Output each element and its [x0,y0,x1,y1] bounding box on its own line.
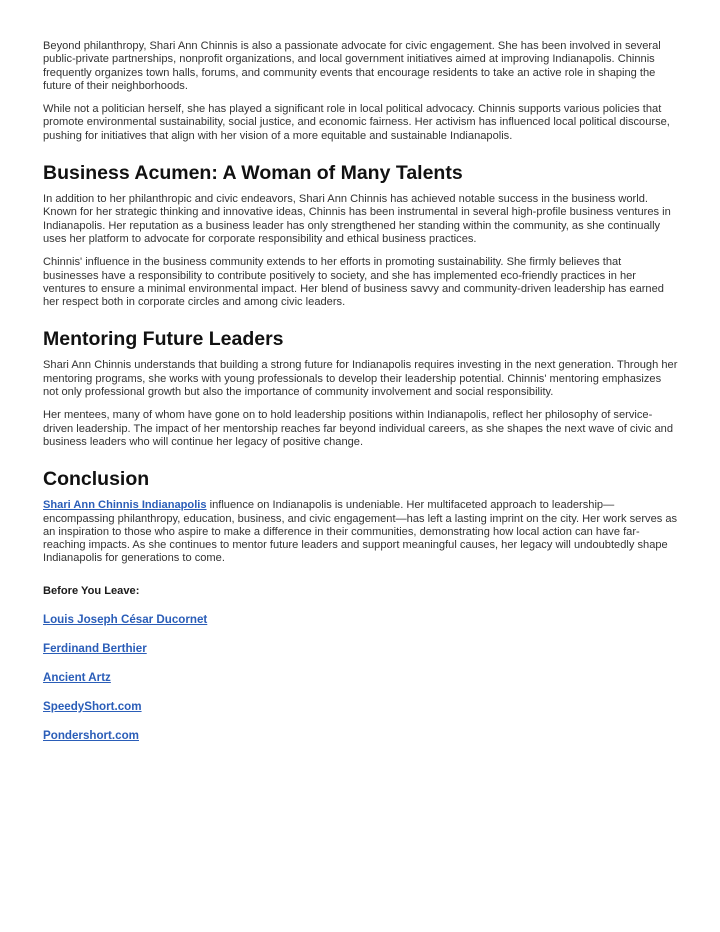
conclusion-text: influence on Indianapolis is undeniable. Her multifaceted approach to leadership—encompassing philanthropy, education, business, and civic engagement—has left a lasting imprint on the city. Her work serves as an inspiration to those who aspire to make a difference in their communities, demonstrating how local action can have far-reaching impacts. As she continues to mentor future leaders and support meaningful causes, her legacy will undoubtedly shape Indianapolis for generations to come. [43,499,678,565]
conclusion-heading: Conclusion [43,468,150,491]
link-speedyshort[interactable]: SpeedyShort.com [43,699,142,713]
conclusion-link[interactable]: Shari Ann Chinnis Indianapolis [43,499,207,512]
link-pondershort[interactable]: Pondershort.com [43,728,139,742]
document-page [43,40,679,743]
conclusion-paragraph [43,499,679,565]
link-ducornet[interactable]: Louis Joseph César Ducornet [43,612,208,626]
mentoring-heading: Mentoring Future Leaders [43,328,284,351]
business-heading: Business Acumen: A Woman of Many Talents [43,162,463,185]
link-berthier[interactable]: Ferdinand Berthier [43,641,147,655]
intro-paragraph-2: While not a politician herself, she has played a significant role in local political advocacy. Chinnis supports various policies that promote environmental sustainability, social justice, and economic fairness. Her activism has influenced local political discourse, pushing for initiatives that align with her vision of a more equitable and sustainable Indianapolis. [43,103,670,142]
business-paragraph-1: In addition to her philanthropic and civic endeavors, Shari Ann Chinnis has achieved notable success in the business world. Known for her strategic thinking and innovative ideas, Chinnis has been instrumental in several high-profile business ventures in Indianapolis. Her reputation as a business leader has only strengthened her standing within the community, as she continually uses her platform to advocate for corporate responsibility and ethical business practices. [43,193,671,245]
business-paragraph-2: Chinnis' influence in the business community extends to her efforts in promoting sustainability. She firmly believes that businesses have a responsibility to contribute positively to society, and she has implemented eco-friendly practices in her ventures to ensure a minimal environmental impact. Her blend of business savvy and community-driven leadership has earned her respect both in corporate circles and among civic leaders. [43,256,664,309]
intro-paragraph-1: Beyond philanthropy, Shari Ann Chinnis is also a passionate advocate for civic engagement. She has been involved in several public-private partnerships, nonprofit organizations, and local government initiatives aimed at improving Indianapolis. Chinnis frequently organizes town halls, forums, and community events that encourage residents to take an active role in shaping the future of their neighborhoods. [43,40,661,92]
before-you-leave-label: Before You Leave: [43,584,140,597]
link-ancient-artz[interactable]: Ancient Artz [43,670,111,684]
mentoring-paragraph-1: Shari Ann Chinnis understands that building a strong future for Indianapolis requires investing in the next generation. Through her mentoring programs, she works with young professionals to develop their leadership potential. Chinnis' mentoring emphasizes not only professional growth but also the importance of community involvement and social responsibility. [43,359,678,399]
mentoring-paragraph-2: Her mentees, many of whom have gone on to hold leadership positions within Indianapolis, reflect her philosophy of service-driven leadership. The impact of her mentorship reaches far beyond individual careers, as she shapes the next wave of civic and business leaders who will continue her legacy of positive change. [43,409,674,448]
